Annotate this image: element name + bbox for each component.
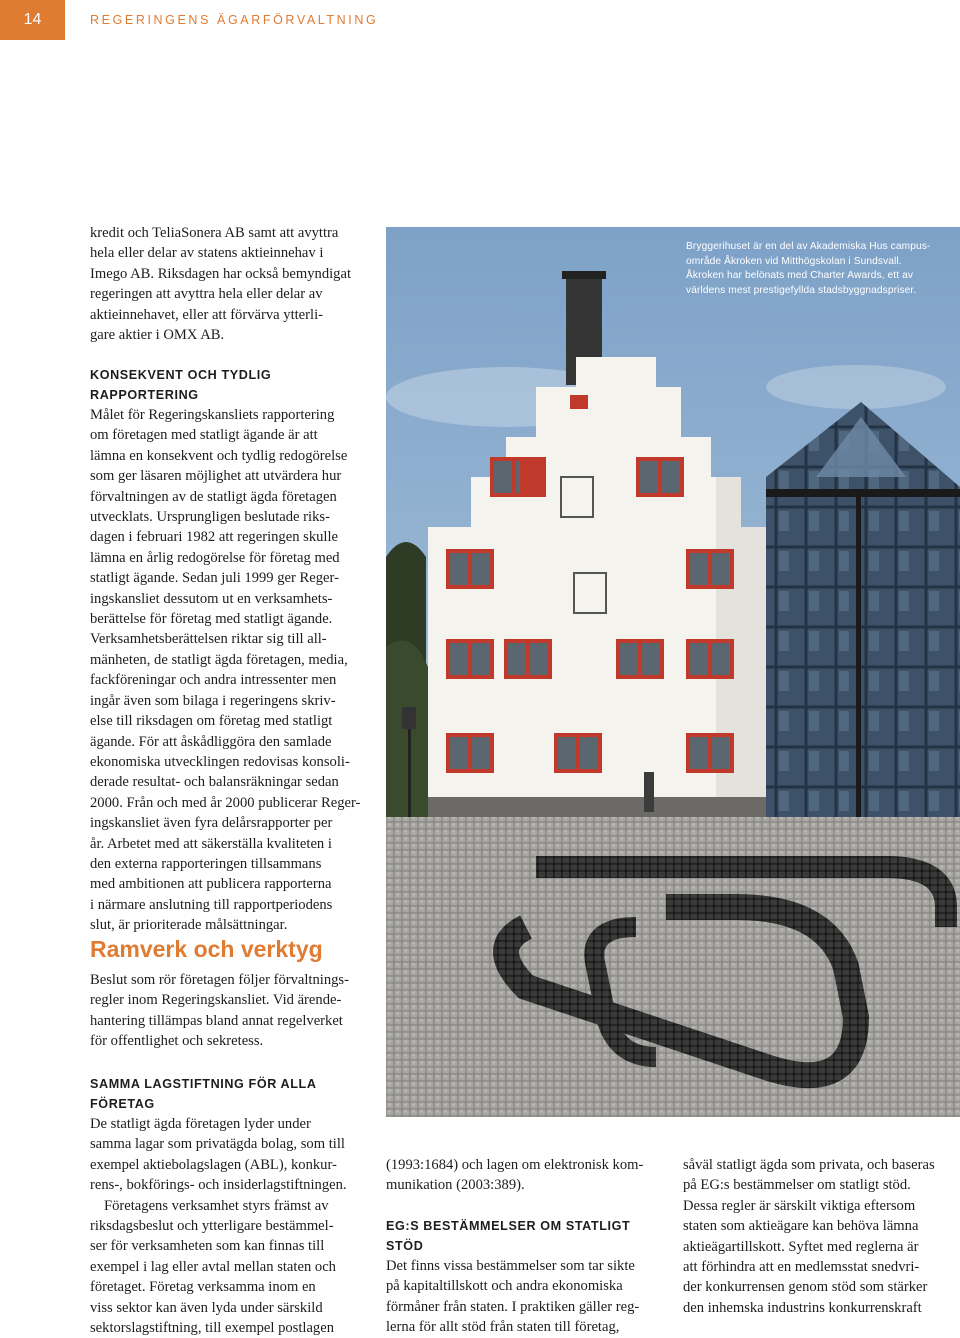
section-title-framework: Ramverk och verktyg xyxy=(90,936,323,962)
reporting-paragraph: Målet för Regeringskansliets rapportering om företagen med statligt ägande är att lämna en konsekvent och tydlig redogörelse som ger läsaren möjlighet att utvärdera hur förvaltningen av de statligt ägda företagen utvecklats. Ursprungligen beslutade riks- dagen i februari 1982 att regeringen skulle lämna en årlig redogörelse för företag med statligt ägande. Sedan juli 1999 ger Reger- ingskansliet dessutom ut en verksamhets- berättelse för företag med statligt ägande. Verksamhetsberättelsen riktar sig till all- mänheten, de statligt ägda företagen, media, fackföreningar och andra intressenter men ingår även som bilaga i regeringens skriv- else till riksdagen om företag med statligt ägande. För att åskådliggöra den samlade ekonomiska utvecklingen redovisas konsoli- derade resultat- och balansräkningar sedan 2000. Från och med år 2000 publicerar Reger- ingskansliet även fyra delårsrapporter per år. Arbetet med att säkerställa kvaliteten i den externa rapporteringen tillsammans med ambitionen att publicera rapporterna i närmare anslutning till rapportperiodens slut, är prioriterade målsättningar. xyxy=(90,407,361,934)
window xyxy=(686,549,734,589)
window xyxy=(686,733,734,773)
chimney-top xyxy=(562,271,606,279)
running-header: REGERINGENS ÄGARFÖRVALTNING xyxy=(90,13,379,27)
middle-column xyxy=(386,1155,666,1337)
page-number: 14 xyxy=(0,0,65,40)
building-photo xyxy=(386,227,960,1117)
section-consistent-reporting xyxy=(90,365,370,936)
window xyxy=(446,549,494,589)
glass-frame xyxy=(766,489,960,497)
window xyxy=(446,639,494,679)
left-column xyxy=(90,223,370,345)
section-framework xyxy=(90,934,370,1052)
window xyxy=(686,639,734,679)
glass-frame-vertical xyxy=(856,489,861,827)
street-lamp-head xyxy=(402,707,416,729)
gable-window xyxy=(570,395,588,409)
trees-left-2 xyxy=(386,640,428,827)
window xyxy=(504,639,552,679)
section-same-legislation xyxy=(90,1074,370,1338)
street-lamp-pole xyxy=(408,727,411,827)
cloud xyxy=(766,365,946,409)
intro-paragraph: kredit och TeliaSonera AB samt att avyttra hela eller delar av statens aktieinnehav i Imego AB. Riksdagen har också bemyndigat regeringen att avyttra hela eller delar av aktieinnehavet, eller att förvärva ytterli- gare aktier i OMX AB. xyxy=(90,225,352,344)
pedestrian xyxy=(644,772,654,812)
section-heading-reporting: KONSEKVENT OCH TYDLIG RAPPORTERING xyxy=(90,368,272,402)
legislation-paragraph-1: De statligt ägda företagen lyder under samma lagar som privatägda bolag, som till exempel aktiebolagslagen (ABL), konkur- rens-, bokförings- och insiderlagstiftningen. xyxy=(90,1116,347,1194)
photo-caption: Bryggerihuset är en del av Akademiska Hus campus- område Åkroken vid Mitthögskolan i Sundsvall. Åkroken har belönats med Charter Awards, ett av världens mest prestigefyllda stadsbyggnadspriser. xyxy=(686,241,931,296)
middle-paragraph-2: Det finns vissa bestämmelser som tar sikte på kapitaltillskott och andra ekonomiska förmåner från staten. I praktiken gäller reg- lerna för allt stöd från staten till företag, xyxy=(386,1257,640,1336)
photo-illustration xyxy=(386,227,960,1117)
legislation-paragraph-2: Företagens verksamhet styrs främst av riksdagsbeslut och ytterligare bestämmel- ser för verksamheten som kan finnas till exempel i lag eller avtal mellan staten och företaget. Företag verksamma inom en viss sektor kan även lyda under särskild sektorslagstiftning, till exempel postlagen xyxy=(90,1197,336,1337)
window xyxy=(446,733,494,773)
section-heading-legislation: SAMMA LAGSTIFTNING FÖR ALLA FÖRETAG xyxy=(90,1077,317,1111)
section-heading-eu-rules: EG:S BESTÄMMELSER OM STATLIGT STÖD xyxy=(386,1218,631,1253)
framework-paragraph: Beslut som rör företagen följer förvaltnings- regler inom Regeringskansliet. Vid ärende- hantering tillämpas bland annat regelverket för offentlighet och sekretess. xyxy=(90,972,349,1050)
window xyxy=(636,457,684,497)
window xyxy=(554,733,602,773)
window xyxy=(616,639,664,679)
right-column xyxy=(683,1155,953,1318)
middle-paragraph-1: (1993:1684) och lagen om elektronisk kom- munikation (2003:389). xyxy=(386,1157,644,1194)
right-paragraph: såväl statligt ägda som privata, och baseras på EG:s bestämmelser om statligt stöd. Dessa regler är särskilt viktiga eftersom staten som aktieägare kan behöva lämna aktieägartillskott. Syftet med reglerna är att förhindra att en medlemsstat snedvri- der konkurrensen genom stöd som stärker den inhemska industrins konkurrenskraft xyxy=(683,1157,935,1316)
window xyxy=(520,457,546,497)
